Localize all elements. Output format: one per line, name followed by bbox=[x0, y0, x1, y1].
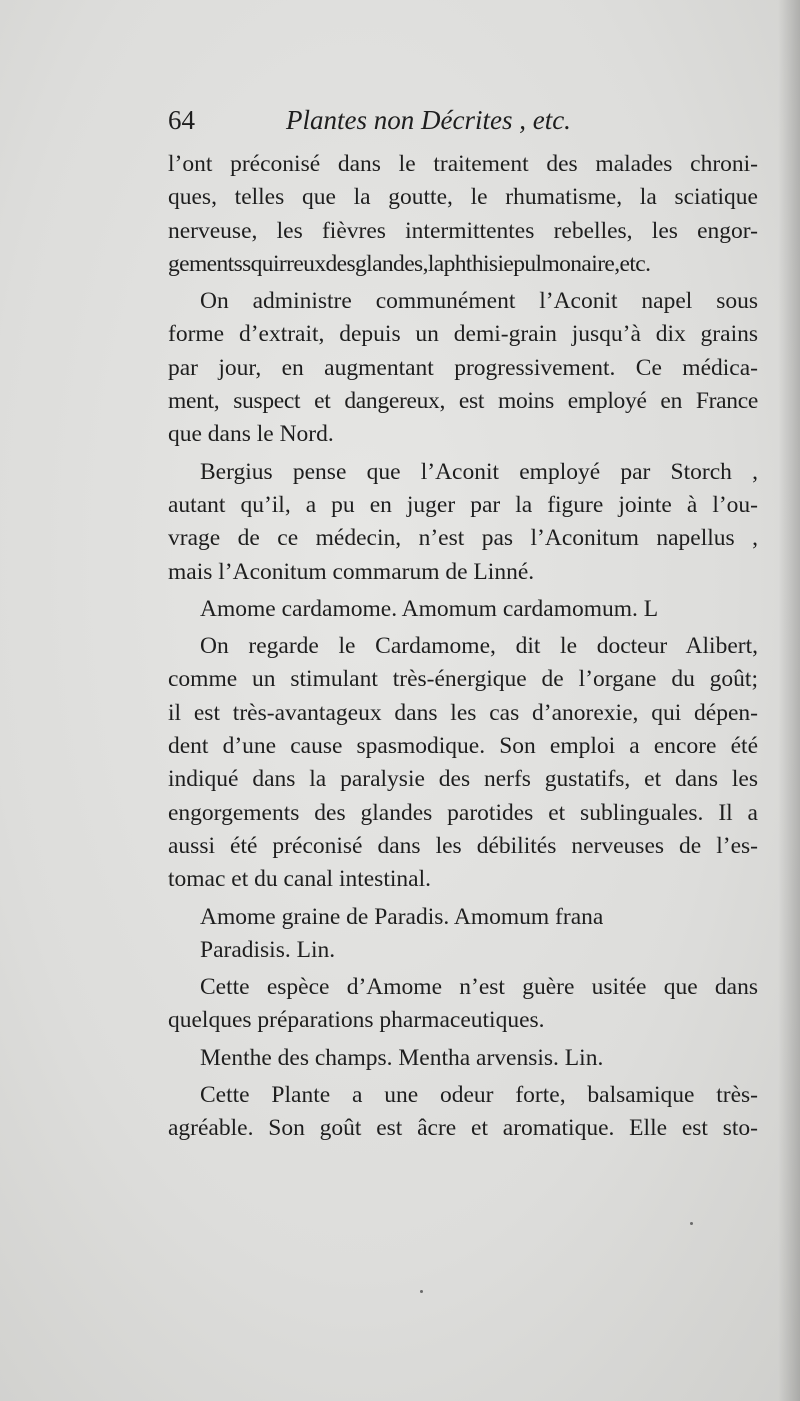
text-line: Bergius pense que l’Aconit employé par Storch , bbox=[200, 458, 758, 485]
text-line: engorgements des glandes parotides et sublinguales. Il a bbox=[168, 799, 758, 826]
section-heading: Menthe des champs. Mentha arvensis. Lin. bbox=[200, 1044, 604, 1071]
text-line: Cette Plante a une odeur forte, balsamique très- bbox=[200, 1082, 758, 1109]
text-line: On regarde le Cardamome, dit le docteur Alibert, bbox=[200, 633, 758, 660]
text-line: quelques préparations pharmaceutiques. bbox=[168, 1007, 545, 1034]
body-text bbox=[168, 148, 758, 1146]
text-line: gementssquirreuxdesglandes,laphthisiepulmonaire,etc. bbox=[168, 250, 651, 277]
section-heading: Amome cardamome. Amomum cardamomum. L bbox=[200, 595, 659, 622]
text-line: ques, telles que la goutte, le rhumatisme, la sciatique bbox=[168, 184, 758, 211]
page-gutter-shadow bbox=[778, 0, 800, 1401]
text-line: il est très-avantageux dans les cas d’anorexie, qui dépen- bbox=[168, 699, 758, 726]
text-line: autant qu’il, a pu en juger par la figure jointe à l’ou- bbox=[168, 491, 758, 518]
text-line: vrage de ce médecin, n’est pas l’Aconitum napellus , bbox=[168, 525, 758, 552]
text-line: forme d’extrait, depuis un demi-grain jusqu’à dix grains bbox=[168, 321, 758, 348]
text-line: ment, suspect et dangereux, est moins employé en France bbox=[168, 388, 758, 415]
text-line: mais l’Aconitum commarum de Linné. bbox=[168, 558, 535, 585]
section-heading: Amome graine de Paradis. Amomum frana bbox=[200, 903, 604, 930]
ink-speck bbox=[420, 1290, 423, 1293]
page-number: 64 bbox=[168, 105, 195, 135]
text-line: nerveuse, les fièvres intermittentes rebelles, les engor- bbox=[168, 217, 758, 244]
text-line: tomac et du canal intestinal. bbox=[168, 866, 431, 893]
text-line: que dans le Nord. bbox=[168, 421, 334, 448]
text-line: l’ont préconisé dans le traitement des malades chroni- bbox=[168, 151, 758, 177]
running-title: Plantes non Décrites , etc. bbox=[286, 105, 571, 135]
section-heading-continued: Paradisis. Lin. bbox=[200, 936, 336, 963]
text-line: dent d’une cause spasmodique. Son emploi a encore été bbox=[168, 733, 758, 760]
text-line: Cette espèce d’Amome n’est guère usitée que dans bbox=[200, 974, 758, 1001]
text-line: agréable. Son goût est âcre et aromatique. Elle est sto- bbox=[168, 1115, 758, 1142]
ink-speck bbox=[690, 1222, 693, 1225]
text-line: On administre communément l’Aconit napel sous bbox=[200, 288, 758, 315]
text-line: aussi été préconisé dans les débilités nerveuses de l’es- bbox=[168, 832, 758, 859]
text-line: par jour, en augmentant progressivement. Ce médica- bbox=[168, 354, 758, 381]
text-line: comme un stimulant très-énergique de l’organe du goût; bbox=[168, 666, 758, 693]
text-line: indiqué dans la paralysie des nerfs gustatifs, et dans les bbox=[168, 766, 758, 793]
page-header bbox=[168, 105, 768, 141]
